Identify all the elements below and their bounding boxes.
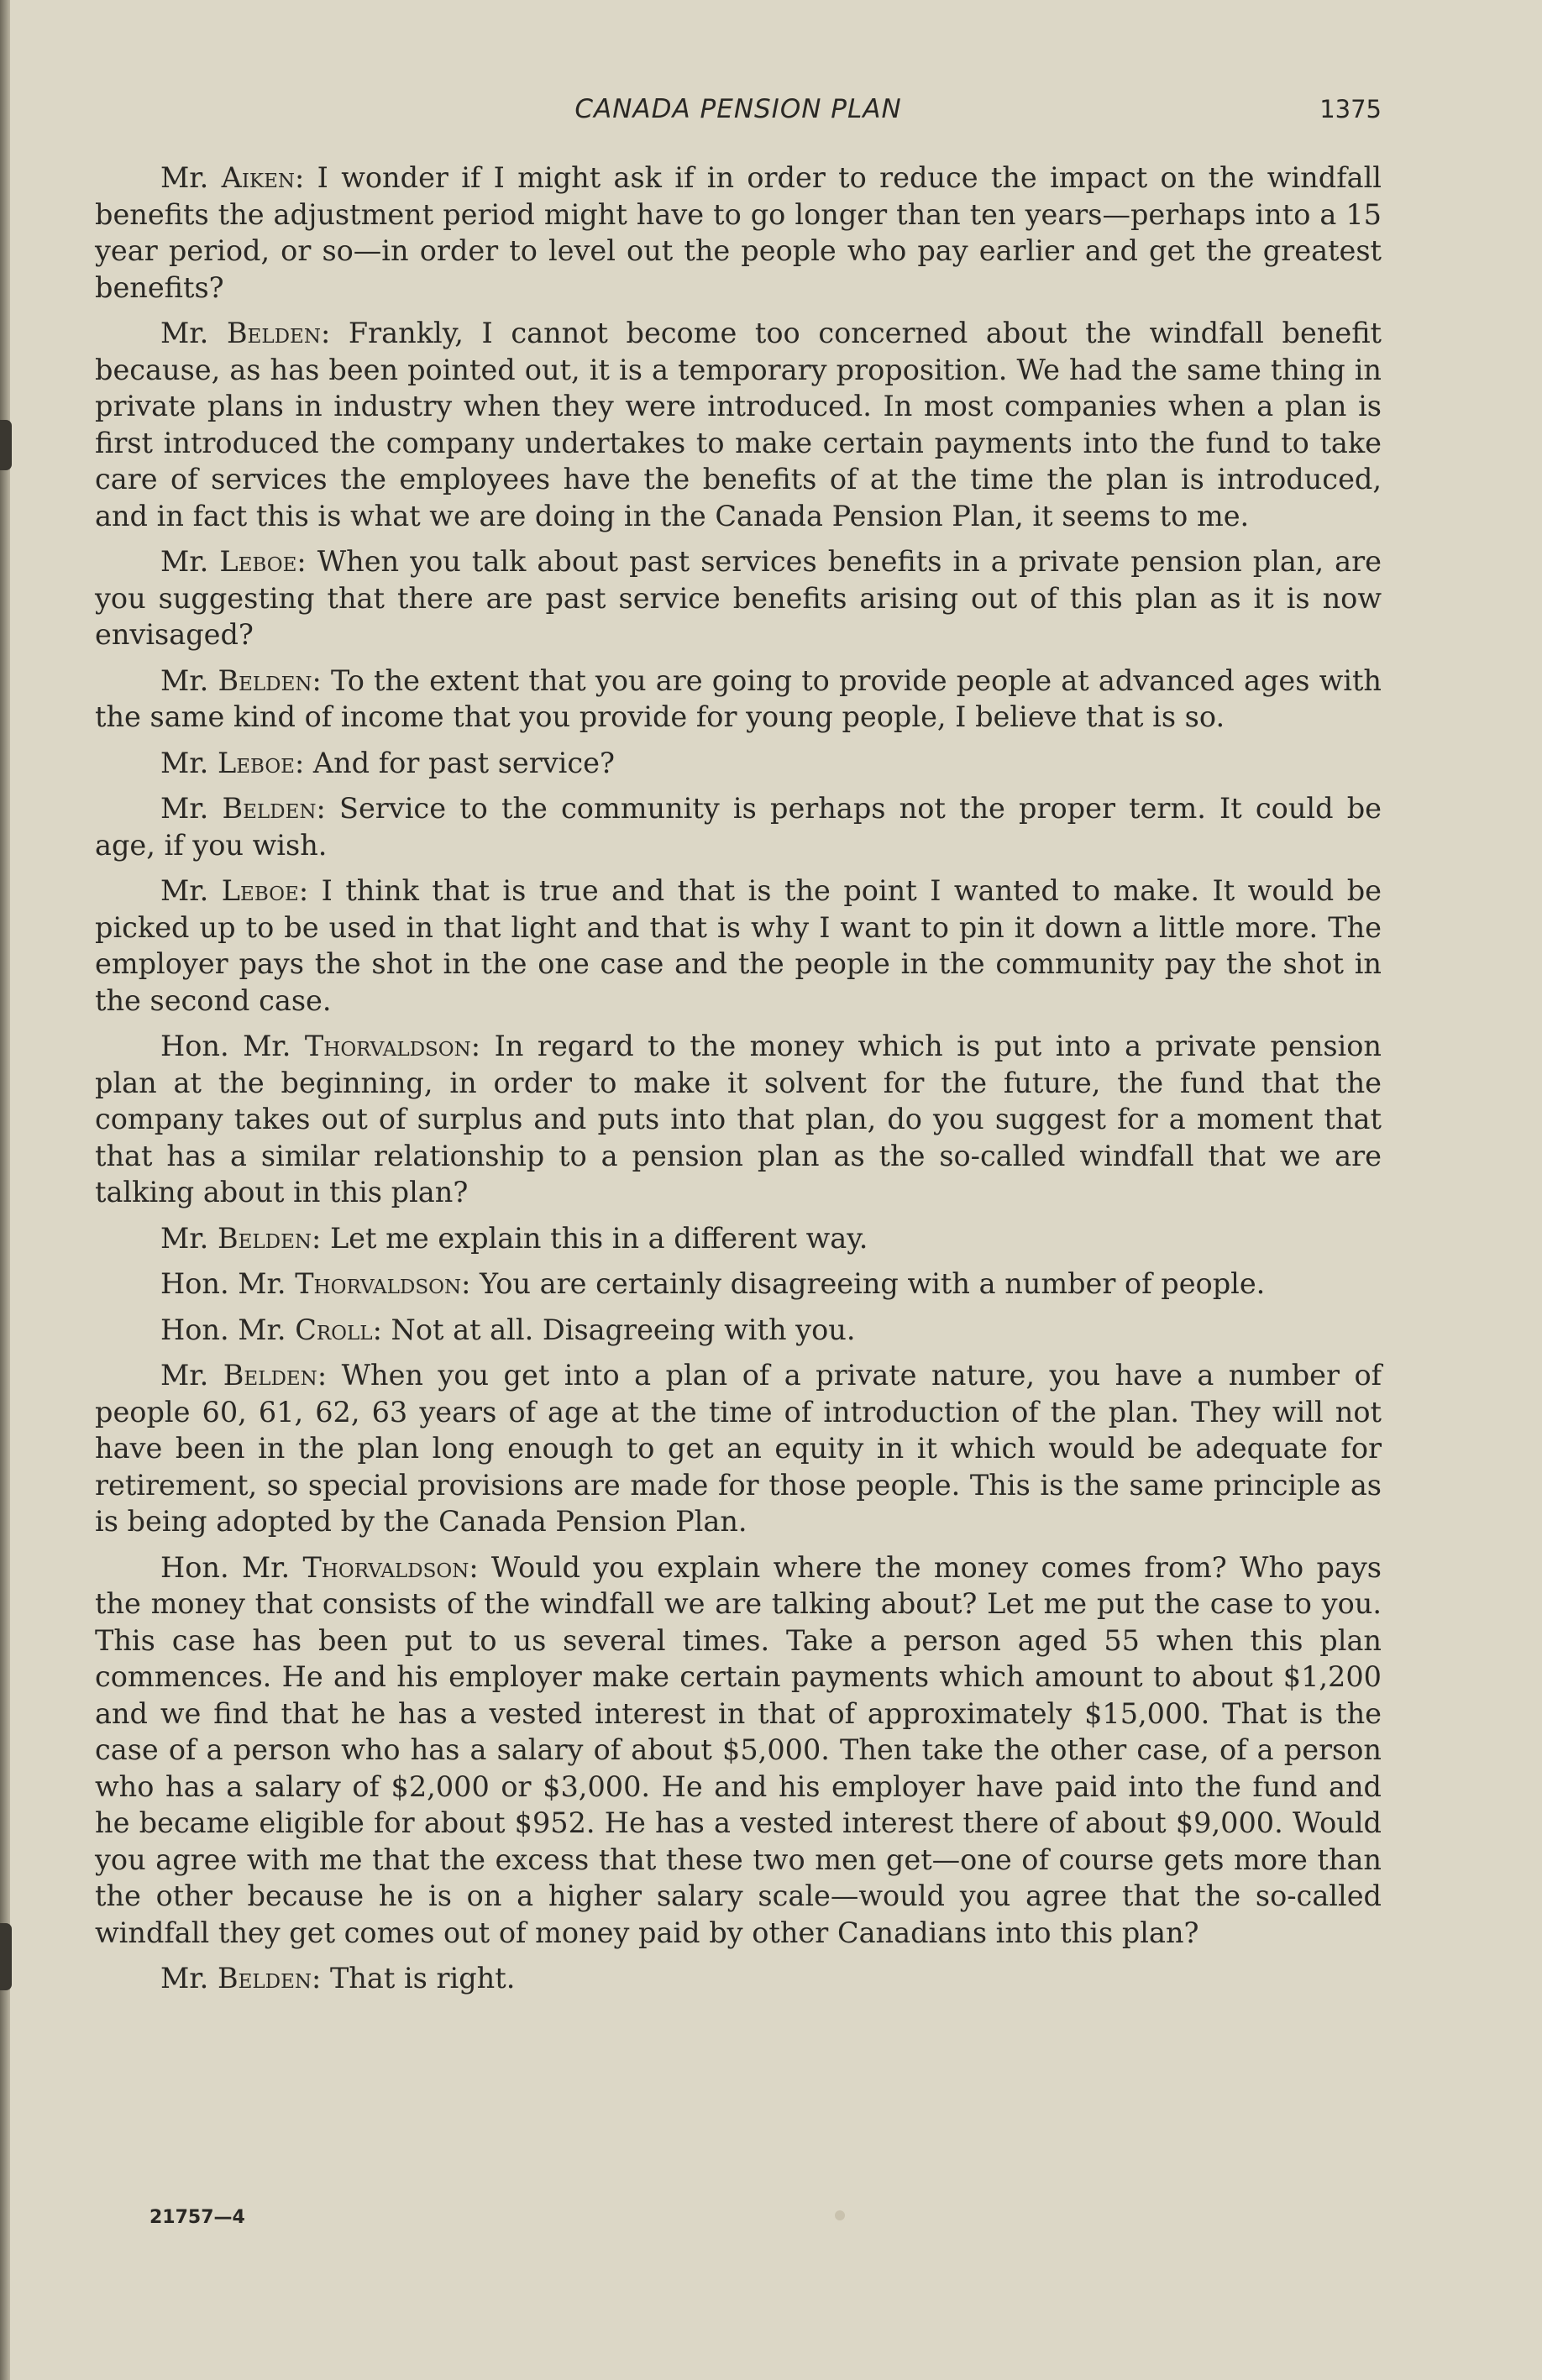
speaker-name: Leboe: [221, 874, 299, 907]
speaker-name: Belden: [222, 792, 317, 825]
speaker-name: Thorvaldson: [302, 1550, 469, 1584]
transcript-paragraph: Mr. Belden: That is right.: [160, 1962, 516, 1995]
binding-edge: [0, 0, 10, 2380]
statement: In regard to the money which is put into a private pension plan at the beginning, in order to make it solvent for the future, the fund that the company takes out of surplus and puts into that plan, do you suggest for a moment that that has a similar relationship to a pension plan as the so-called windfall that we are talking about in this plan?: [95, 1030, 1382, 1208]
statement: Would you explain where the money comes from? Who pays the money that consists of the windfall we are talking about? Let me put the case to you. This case has been put to us several times. Take a person aged 55 when this plan commences. He and his employer make certain payments which amount to about $1,200 and we find that he has a vested interest in that of approximately $15,000. That is the case of a person who has a salary of about $5,000. Then take the other case, of a person who has a salary of $2,000 or $3,000. He and his employer have paid into the fund and he became eligible for about $952. He has a vested interest there of about $9,000. Would you agree with me that the excess that these two men get—one of course gets more than the other because he is on a higher salary scale—would you agree that the so-called windfall they get comes out of money paid by other Canadians into this plan?: [95, 1550, 1382, 1949]
speaker-title: Mr.: [160, 746, 209, 779]
speaker-name: Belden: [218, 663, 312, 697]
speaker-name: Belden: [226, 317, 321, 349]
transcript-paragraph: Mr. Belden: When you get into a plan of a private nature, you have a number of people 60, 61, 62, 63 years of age at the time of introduction of the plan. They will not have been in the plan long enough to get an equity in it which would be adequate for retirement, so special provisions are made for those people. This is the same principle as is being adopted by the Canada Pension Plan.: [95, 1359, 1382, 1538]
statement: Let me explain this in a different way.: [329, 1221, 868, 1255]
speaker-title: Mr.: [160, 545, 209, 578]
ink-speck: [835, 2210, 845, 2220]
speaker-name: Belden: [217, 1221, 312, 1255]
transcript: [95, 160, 1382, 2006]
running-title: CANADA PENSION PLAN: [574, 94, 902, 124]
binding-tab-mark: [0, 420, 12, 470]
speaker-title: Mr.: [160, 1962, 209, 1995]
statement: When you talk about past services benefits in a private pension plan, are you suggesting that there are past service benefits arising out of this plan as it is now envisaged?: [95, 545, 1382, 651]
speaker-name: Aiken: [221, 161, 296, 194]
speaker-name: Thorvaldson: [295, 1267, 462, 1300]
transcript-paragraph: Hon. Mr. Thorvaldson: Would you explain where the money comes from? Who pays the money that consists of the windfall we are talking about? Let me put the case to you. This case has been put to us several times. Take a person aged 55 when this plan commences. He and his employer make certain payments which amount to about $1,200 and we find that he has a vested interest in that of approximately $15,000. That is the case of a person who has a salary of about $5,000. Then take the other case, of a person who has a salary of $2,000 or $3,000. He and his employer have paid into the fund and he became eligible for about $952. He has a vested interest there of about $9,000. Would you agree with me that the excess that these two men get—one of course gets more than the other because he is on a higher salary scale—would you agree that the so-called windfall they get comes out of money paid by other Canadians into this plan?: [95, 1550, 1382, 1949]
speaker-title: Mr.: [160, 1221, 209, 1255]
transcript-paragraph: Hon. Mr. Thorvaldson: In regard to the money which is put into a private pension plan at the beginning, in order to make it solvent for the future, the fund that the company takes out of surplus and puts into that plan, do you suggest for a moment that that has a similar relationship to a pension plan as the so-called windfall that we are talking about in this plan?: [95, 1030, 1382, 1208]
speaker-title: Hon. Mr.: [160, 1267, 286, 1300]
speaker-title: Mr.: [160, 874, 209, 907]
print-code: 21757—4: [149, 2207, 245, 2228]
speaker-title: Mr.: [160, 161, 209, 194]
speaker-name: Leboe: [217, 746, 295, 779]
speaker-name: Thorvaldson: [304, 1030, 471, 1062]
speaker-title: Mr.: [160, 1359, 209, 1392]
speaker-title: Mr.: [160, 663, 209, 697]
speaker-title: Hon. Mr.: [160, 1313, 286, 1346]
speaker-name: Leboe: [219, 545, 297, 578]
speaker-name: Belden: [223, 1359, 317, 1392]
speaker-title: Mr.: [160, 317, 209, 349]
transcript-paragraph: Mr. Belden: To the extent that you are going to provide people at advanced ages with the same kind of income that you provide for young people, I believe that is so.: [95, 663, 1382, 733]
transcript-paragraph: Mr. Leboe: I think that is true and that is the point I wanted to make. It would be picked up to be used in that light and that is why I want to pin it down a little more. The employer pays the shot in the one case and the people in the community pay the shot in the second case.: [95, 874, 1382, 1017]
page-number: 1375: [1319, 95, 1382, 123]
page-header: [95, 91, 1382, 128]
statement: Frankly, I cannot become too concerned about the windfall benefit because, as has been pointed out, it is a temporary proposition. We had the same thing in private plans in industry when they were introduced. In most companies when a plan is first introduced the company undertakes to make certain payments into the fund to take care of services the employees have the benefits of at the time the plan is introduced, and in fact this is what we are doing in the Canada Pension Plan, it seems to me.: [95, 317, 1382, 532]
transcript-paragraph: Mr. Belden: Frankly, I cannot become too concerned about the windfall benefit because, as has been pointed out, it is a temporary proposition. We had the same thing in private plans in industry when they were introduced. In most companies when a plan is first introduced the company undertakes to make certain payments into the fund to take care of services the employees have the benefits of at the time the plan is introduced, and in fact this is what we are doing in the Canada Pension Plan, it seems to me.: [95, 317, 1382, 532]
statement: To the extent that you are going to provide people at advanced ages with the same kind of income that you provide for young people, I believe that is so.: [95, 663, 1382, 733]
speaker-title: Hon. Mr.: [160, 1030, 291, 1062]
transcript-paragraph: Mr. Leboe: And for past service?: [160, 746, 615, 779]
statement: When you get into a plan of a private nature, you have a number of people 60, 61, 62, 63 years of age at the time of introduction of the plan. They will not have been in the plan long enough to get an equity in it which would be adequate for retirement, so special provisions are made for those people. This is the same principle as is being adopted by the Canada Pension Plan.: [95, 1359, 1382, 1538]
transcript-paragraph: Mr. Aiken: I wonder if I might ask if in order to reduce the impact on the windfall benefits the adjustment period might have to go longer than ten years—perhaps into a 15 year period, or so—in order to level out the people who pay earlier and get the greatest benefits?: [95, 161, 1382, 304]
transcript-paragraph: Hon. Mr. Thorvaldson: You are certainly disagreeing with a number of people.: [160, 1267, 1266, 1300]
statement: You are certainly disagreeing with a number of people.: [480, 1267, 1266, 1300]
statement: I wonder if I might ask if in order to reduce the impact on the windfall benefits the adjustment period might have to go longer than ten years—perhaps into a 15 year period, or so—in order to level out the people who pay earlier and get the greatest benefits?: [95, 161, 1382, 304]
transcript-paragraph: Hon. Mr. Croll: Not at all. Disagreeing with you.: [160, 1313, 856, 1346]
speaker-title: Hon. Mr.: [160, 1550, 291, 1584]
binding-tab-mark: [0, 1923, 12, 1990]
speaker-title: Mr.: [160, 792, 209, 825]
speaker-name: Belden: [217, 1962, 312, 1995]
statement: And for past service?: [312, 746, 615, 779]
statement: I think that is true and that is the point I wanted to make. It would be picked up to be used in that light and that is why I want to pin it down a little more. The employer pays the shot in the one case and the people in the community pay the shot in the second case.: [95, 874, 1382, 1017]
transcript-paragraph: Mr. Belden: Let me explain this in a different way.: [160, 1221, 868, 1255]
speaker-name: Croll: [295, 1313, 373, 1346]
statement: Not at all. Disagreeing with you.: [391, 1313, 856, 1346]
statement: That is right.: [329, 1962, 516, 1995]
transcript-paragraph: Mr. Leboe: When you talk about past services benefits in a private pension plan, are you suggesting that there are past service benefits arising out of this plan as it is now envisaged?: [95, 545, 1382, 651]
transcript-paragraph: Mr. Belden: Service to the community is perhaps not the proper term. It could be age, if you wish.: [95, 792, 1382, 862]
statement: Service to the community is perhaps not the proper term. It could be age, if you wish.: [95, 792, 1382, 862]
